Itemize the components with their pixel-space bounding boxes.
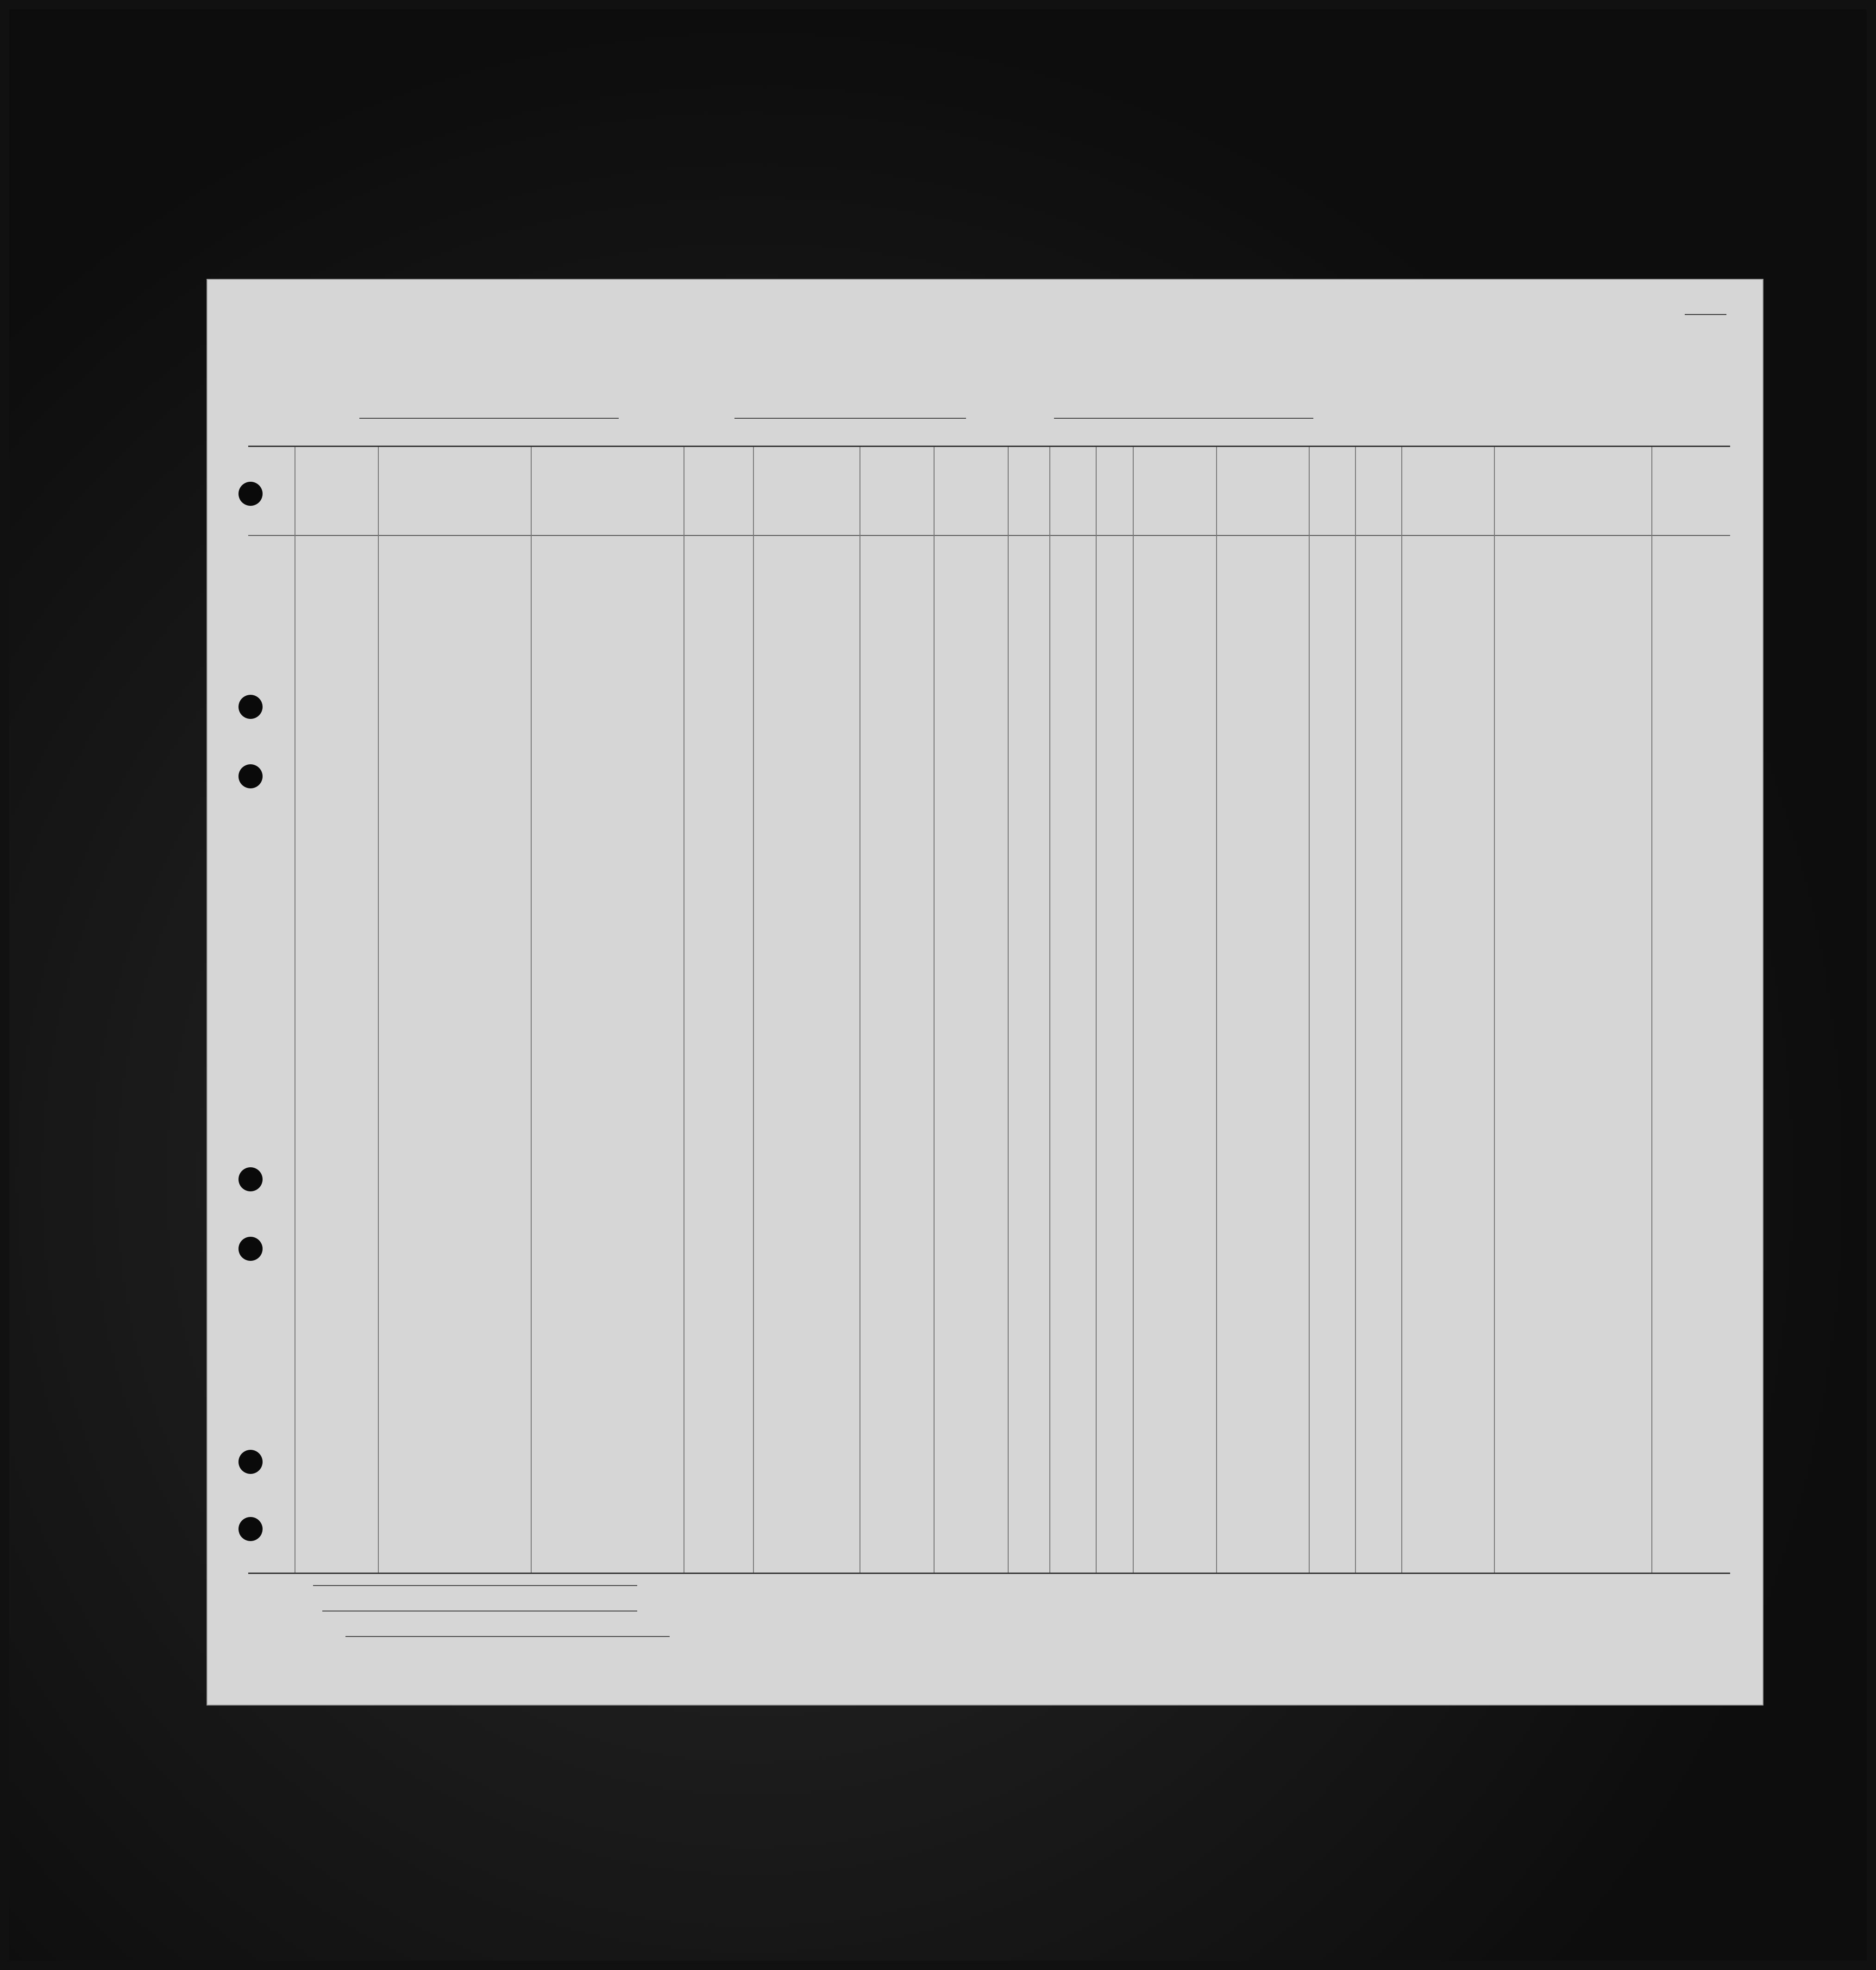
sheet-number [1685, 304, 1726, 318]
column-rule [1049, 447, 1050, 1573]
column-rule [1309, 447, 1310, 1573]
column-rule [1096, 447, 1097, 1573]
punch-hole [238, 1517, 263, 1541]
column-label [1133, 450, 1216, 453]
column-sublabel [1651, 453, 1730, 457]
column-rule [1133, 447, 1134, 1573]
column-label [1355, 450, 1401, 453]
vessel-line [318, 409, 1707, 432]
column-rule [531, 447, 532, 1573]
column-label [378, 450, 684, 453]
column-header [1049, 447, 1096, 535]
column-label [248, 450, 295, 453]
column-header [1309, 447, 1355, 535]
column-rule [934, 447, 935, 1573]
column-header [378, 447, 684, 535]
column-rule [1355, 447, 1356, 1573]
column-label [1309, 450, 1355, 453]
punch-hole [238, 1167, 263, 1191]
column-header [753, 447, 860, 535]
column-label [1494, 450, 1651, 453]
column-label [753, 450, 860, 453]
column-header [1216, 447, 1309, 535]
line-value [313, 1585, 637, 1586]
punch-hole [238, 1237, 263, 1261]
sailing-port [734, 418, 966, 419]
punch-hole [238, 695, 263, 719]
column-label [295, 450, 378, 453]
punch-hole [238, 1450, 263, 1474]
header-divider [248, 535, 1730, 536]
column-header [1008, 447, 1049, 535]
column-rule [1008, 447, 1009, 1573]
column-label [1008, 450, 1049, 453]
punch-hole [238, 482, 263, 506]
vessel-name [359, 418, 619, 419]
column-label [1651, 450, 1730, 453]
agents-value [345, 1636, 670, 1637]
manifest-sheet [207, 279, 1763, 1706]
column-header [1096, 447, 1133, 535]
sheet-number-value [1685, 314, 1726, 315]
column-rule [1401, 447, 1402, 1573]
column-header [1401, 447, 1494, 535]
column-header [1494, 447, 1651, 535]
column-rule [1494, 447, 1495, 1573]
column-label [1096, 450, 1133, 453]
column-header [684, 447, 753, 535]
punch-hole [238, 764, 263, 788]
column-rule [1651, 447, 1652, 1573]
column-label [1216, 450, 1309, 453]
manifest-footer [207, 1580, 1763, 1701]
column-label [860, 450, 1008, 453]
column-rule [378, 447, 379, 1573]
column-label [684, 450, 753, 453]
column-label [1049, 450, 1096, 453]
column-rule [753, 447, 754, 1573]
column-rule [1216, 447, 1217, 1573]
column-header [1651, 447, 1730, 535]
column-header [1355, 447, 1401, 535]
crew-table [248, 446, 1730, 1574]
arriving-port [1054, 418, 1313, 419]
column-header [860, 447, 1008, 535]
column-header [1133, 447, 1216, 535]
column-label [1401, 450, 1494, 453]
column-header [295, 447, 378, 535]
